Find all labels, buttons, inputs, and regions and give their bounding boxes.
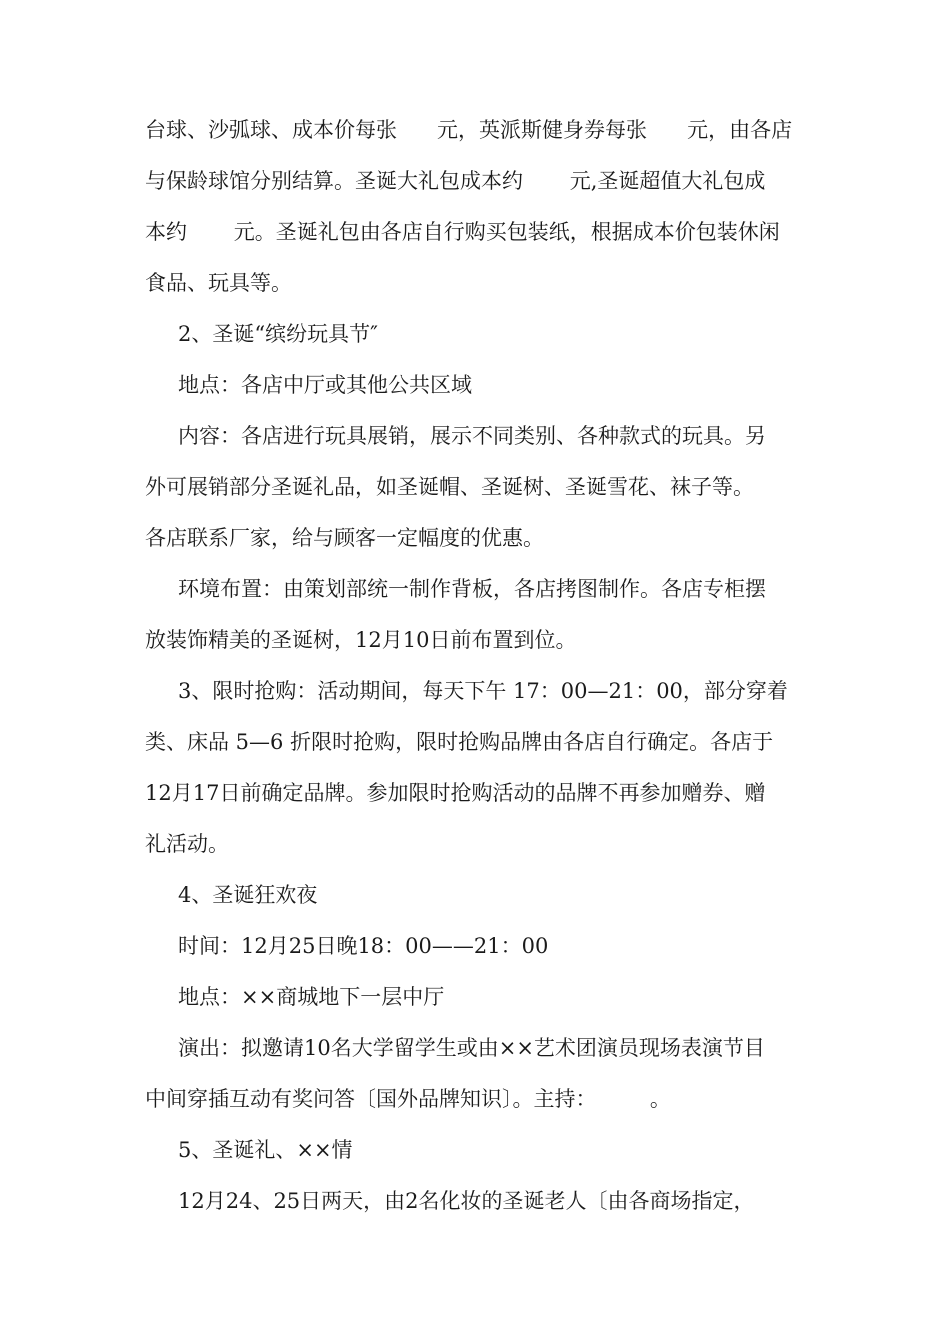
paragraph-line: 食品、玩具等。 [145, 271, 292, 295]
paragraph-line: 与保龄球馆分别结算。圣诞大礼包成本约 元,圣诞超值大礼包成 [145, 169, 766, 193]
paragraph-line: 地点：××商城地下一层中厅 [178, 985, 445, 1009]
paragraph-line: 时间：12月25日晚18：00——21：00 [178, 934, 549, 958]
paragraph-line: 各店联系厂家，给与顾客一定幅度的优惠。 [145, 526, 544, 550]
paragraph-line: 中间穿插互动有奖问答〔国外品牌知识〕。主持： 。 [145, 1087, 671, 1111]
paragraph-line: 12月17日前确定品牌。参加限时抢购活动的品牌不再参加赠券、赠 [145, 781, 766, 805]
paragraph-line: 12月24、25日两天，由2名化妆的圣诞老人〔由各商场指定， [178, 1189, 755, 1213]
section-heading: 2、圣诞“缤纷玩具节″ [178, 322, 378, 346]
paragraph-line: 本约 元。圣诞礼包由各店自行购买包装纸，根据成本价包装休闲 [145, 220, 780, 244]
paragraph-line: 环境布置：由策划部统一制作背板，各店拷图制作。各店专柜摆 [178, 577, 766, 601]
section-heading: 3、限时抢购：活动期间，每天下午 17：00—21：00，部分穿着 [178, 679, 788, 703]
section-heading: 4、圣诞狂欢夜 [178, 883, 318, 907]
paragraph-line: 演出：拟邀请10名大学留学生或由××艺术团演员现场表演节目 [178, 1036, 765, 1060]
paragraph-line: 放装饰精美的圣诞树，12月10日前布置到位。 [145, 628, 577, 652]
paragraph-line: 内容：各店进行玩具展销，展示不同类别、各种款式的玩具。另 [178, 424, 766, 448]
paragraph-line: 类、床品 5—6 折限时抢购，限时抢购品牌由各店自行确定。各店于 [145, 730, 774, 754]
paragraph-line: 礼活动。 [145, 832, 229, 856]
section-heading: 5、圣诞礼、××情 [178, 1138, 353, 1162]
paragraph-line: 地点：各店中厅或其他公共区域 [178, 373, 472, 397]
paragraph-line: 台球、沙弧球、成本价每张 元，英派斯健身券每张 元，由各店 [145, 118, 793, 142]
paragraph-line: 外可展销部分圣诞礼品，如圣诞帽、圣诞树、圣诞雪花、袜子等。 [145, 475, 754, 499]
